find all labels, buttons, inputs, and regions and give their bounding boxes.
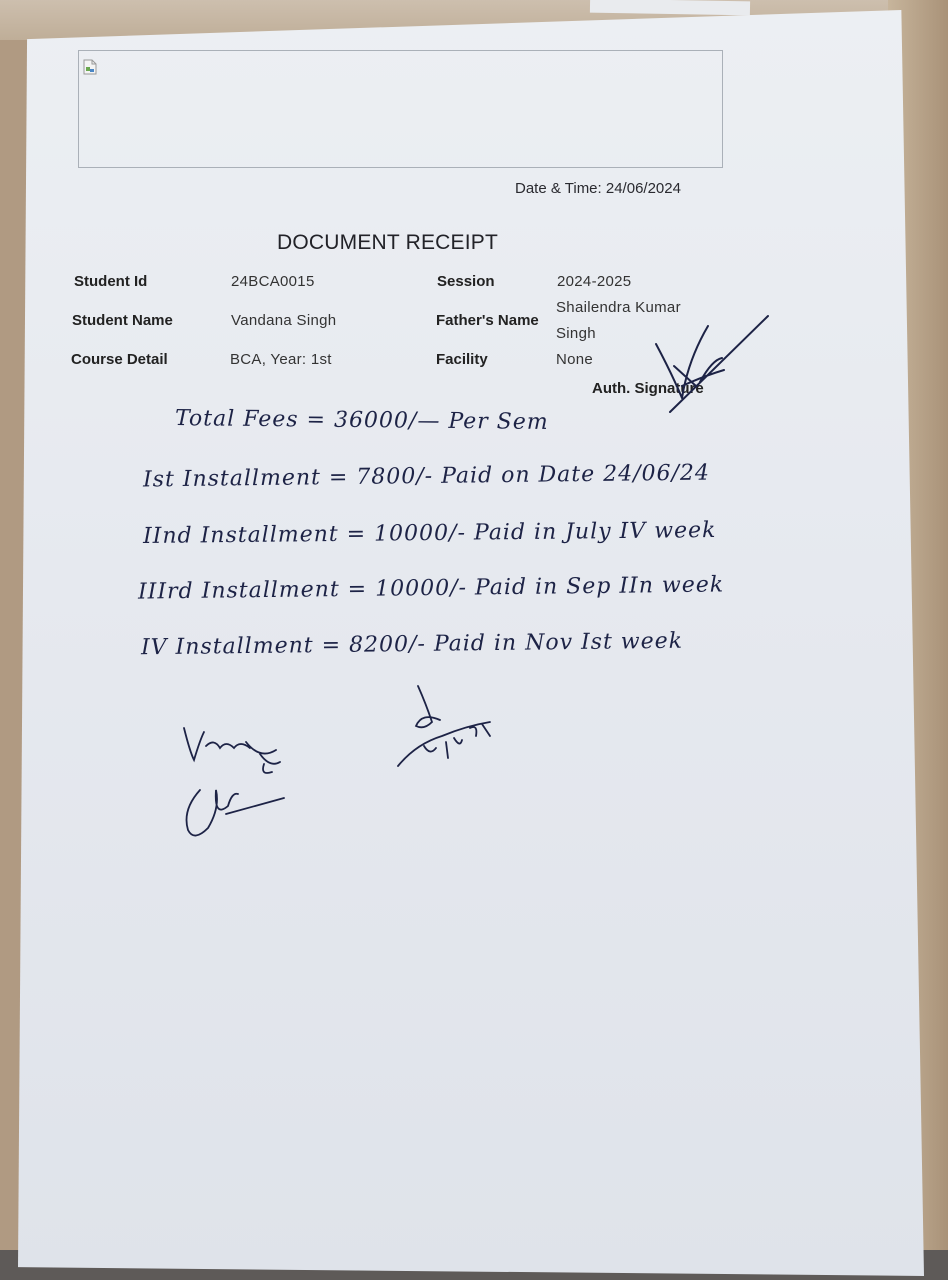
date-time xyxy=(515,180,681,197)
student-id-label: Student Id xyxy=(74,273,148,290)
course-detail-label: Course Detail xyxy=(71,351,168,368)
date-time-value: 24/06/2024 xyxy=(605,180,681,197)
father-name-value-line2: Singh xyxy=(556,325,596,342)
authority-signature xyxy=(652,312,772,422)
father-name-label: Father's Name xyxy=(436,312,539,329)
student-name-label: Student Name xyxy=(72,312,173,329)
session-value: 2024-2025 xyxy=(557,273,632,290)
installment-2-note: IInd Installment = 10000/- Paid in July IV week xyxy=(142,517,717,550)
course-detail-value: BCA, Year: 1st xyxy=(230,351,332,368)
auth-signature-label: Auth. Signature xyxy=(592,380,704,397)
session-label: Session xyxy=(437,273,495,290)
total-fees-note: Total Fees = 36000/— Per Sem xyxy=(174,406,549,435)
facility-value: None xyxy=(556,351,594,368)
broken-image-icon xyxy=(83,59,97,75)
father-name-value-line1: Shailendra Kumar xyxy=(556,299,681,316)
student-id-value: 24BCA0015 xyxy=(231,273,315,290)
date-signature xyxy=(396,684,506,774)
date-time-label: Date & Time: xyxy=(515,180,602,197)
student-signature xyxy=(180,718,310,848)
installment-4-note: IV Installment = 8200/- Paid in Nov Ist week xyxy=(140,628,684,661)
logo-placeholder-box xyxy=(78,50,723,168)
installment-1-note: Ist Installment = 7800/- Paid on Date 24/06/24 xyxy=(142,460,711,493)
facility-label: Facility xyxy=(436,351,488,368)
student-name-value: Vandana Singh xyxy=(231,312,337,329)
receipt-title: DOCUMENT RECEIPT xyxy=(277,231,498,254)
installment-3-note: IIIrd Installment = 10000/- Paid in Sep IIn week xyxy=(137,572,725,605)
